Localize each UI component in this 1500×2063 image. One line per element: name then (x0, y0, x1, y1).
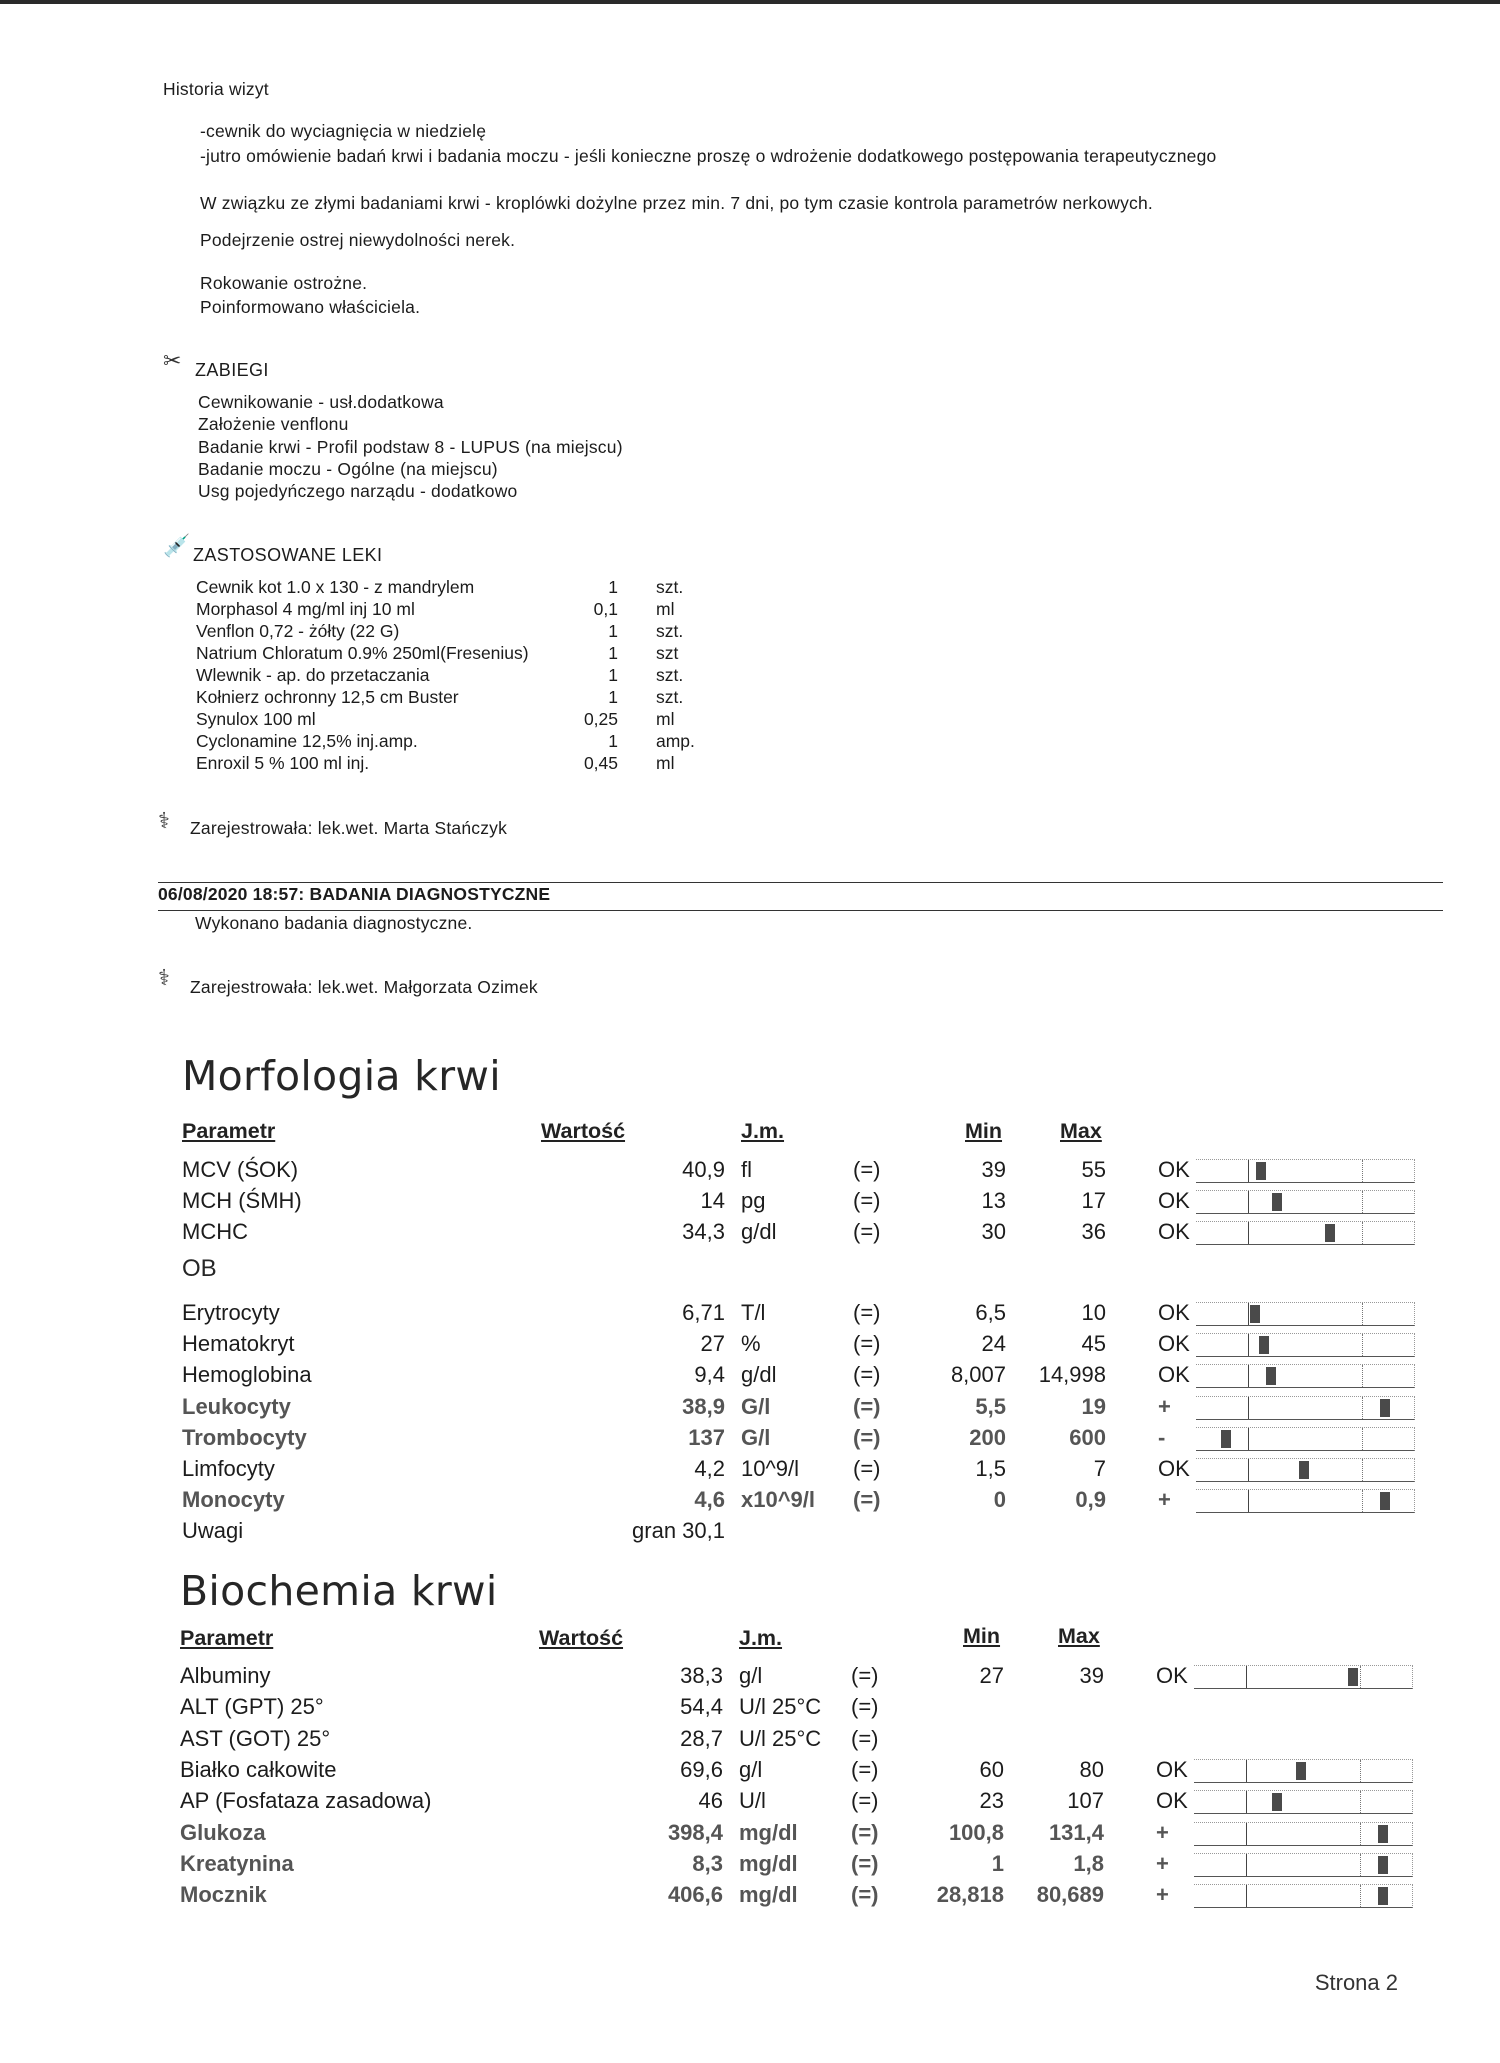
value-marker (1272, 1793, 1282, 1811)
param-flag: OK (1158, 1300, 1190, 1325)
lab-row (0, 1726, 1498, 1756)
param-value: 398,4 (667, 1819, 723, 1845)
lab-row (0, 1487, 1500, 1517)
range-gauge (1196, 1190, 1415, 1214)
param-name: Hemoglobina (182, 1362, 312, 1388)
param-flag: OK (1156, 1788, 1188, 1814)
med-qty: 1 (608, 687, 618, 707)
lab-row (0, 1820, 1498, 1850)
lab-row (0, 1157, 1500, 1187)
lab-row (0, 1219, 1500, 1249)
range-max-tick (1362, 1160, 1363, 1182)
range-gauge (1194, 1853, 1413, 1877)
param-flag: + (1158, 1487, 1171, 1513)
leki-title: ZASTOSOWANE LEKI (193, 545, 383, 565)
med-unit: szt. (656, 665, 684, 685)
param-unit: T/l (741, 1300, 766, 1325)
med-row (196, 731, 756, 753)
range-max-tick (1362, 1428, 1363, 1450)
param-max: 80 (1079, 1756, 1104, 1782)
range-max-tick (1362, 1191, 1363, 1213)
param-flag: + (1156, 1850, 1169, 1876)
param-flag: OK (1158, 1157, 1190, 1182)
value-marker (1256, 1162, 1266, 1180)
param-eq: (=) (853, 1362, 881, 1388)
range-gauge (1196, 1396, 1415, 1420)
range-max-tick (1360, 1791, 1361, 1813)
param-max: 0,9 (1075, 1487, 1106, 1513)
med-unit: szt. (656, 621, 684, 641)
value-marker (1380, 1399, 1390, 1417)
range-gauge (1196, 1364, 1415, 1388)
registered-by: Zarejestrowała: lek.wet. Marta Stańczyk (190, 818, 508, 838)
range-gauge (1196, 1159, 1415, 1183)
visit-header: 06/08/2020 18:57: BADANIA DIAGNOSTYCZNE (158, 884, 551, 904)
value-marker (1348, 1668, 1358, 1686)
param-value: 406,6 (667, 1882, 723, 1908)
range-min-tick (1246, 1760, 1247, 1782)
value-marker (1299, 1461, 1309, 1479)
morfologia-title: Morfologia krwi (182, 1052, 501, 1100)
lab-row (0, 1456, 1500, 1486)
range-max-tick (1362, 1222, 1363, 1244)
med-qty: 1 (608, 621, 618, 641)
param-value: 9,4 (694, 1362, 725, 1388)
lab-row (0, 1300, 1500, 1330)
col-unit: J.m. (739, 1626, 783, 1650)
note-line: Poinformowano właściciela. (200, 297, 421, 317)
param-unit: % (741, 1331, 761, 1357)
param-name: Białko całkowite (180, 1756, 337, 1782)
range-min-tick (1248, 1365, 1249, 1387)
range-min-tick (1248, 1334, 1249, 1356)
param-value: 137 (688, 1424, 725, 1450)
med-name: Synulox 100 ml (196, 709, 316, 729)
note-line: Podejrzenie ostrej niewydolności nerek. (200, 230, 516, 250)
param-max: 55 (1081, 1157, 1106, 1182)
range-gauge (1196, 1333, 1415, 1357)
param-unit: U/l (739, 1788, 766, 1814)
range-max-tick (1362, 1397, 1363, 1419)
param-name: MCH (ŚMH) (182, 1188, 302, 1213)
param-name: Albuminy (180, 1663, 271, 1688)
divider (158, 910, 1443, 911)
med-name: Cyclonamine 12,5% inj.amp. (196, 731, 418, 751)
param-value: 14 (700, 1188, 725, 1213)
med-unit: ml (656, 599, 675, 619)
param-value: 46 (698, 1788, 723, 1814)
param-min: 100,8 (948, 1819, 1004, 1845)
value-marker (1259, 1336, 1269, 1354)
param-eq: (=) (853, 1456, 881, 1481)
zabiegi-title: ZABIEGI (195, 360, 269, 380)
lab-row (0, 1851, 1498, 1881)
param-min: 200 (969, 1424, 1006, 1450)
lab-row (0, 1188, 1500, 1218)
range-max-tick (1360, 1666, 1361, 1688)
param-min: 28,818 (936, 1882, 1004, 1908)
param-flag: OK (1158, 1456, 1190, 1481)
param-min: 24 (981, 1331, 1006, 1357)
param-name: Mocznik (180, 1882, 267, 1908)
range-gauge (1196, 1302, 1415, 1326)
range-min-tick (1248, 1490, 1249, 1512)
param-flag: OK (1158, 1362, 1190, 1388)
range-min-tick (1248, 1191, 1249, 1213)
param-unit: U/l 25°C (739, 1725, 822, 1751)
param-eq: (=) (851, 1788, 879, 1814)
param-unit: mg/dl (739, 1819, 798, 1845)
doctor-icon: ⚕ (158, 808, 170, 833)
med-unit: ml (656, 709, 675, 729)
param-value: 34,3 (682, 1219, 725, 1244)
param-unit: G/l (741, 1393, 771, 1419)
zabieg-item: Badanie moczu - Ogólne (na miejscu) (198, 459, 498, 479)
med-name: Wlewnik - ap. do przetaczania (196, 665, 430, 685)
param-eq: (=) (851, 1663, 879, 1688)
lab-row (0, 1331, 1500, 1361)
param-flag: OK (1158, 1331, 1190, 1357)
registered-by: Zarejestrowała: lek.wet. Małgorzata Ozimek (190, 977, 538, 997)
param-min: 30 (981, 1219, 1006, 1244)
param-unit: pg (741, 1188, 766, 1213)
param-flag: OK (1156, 1663, 1188, 1688)
med-qty: 1 (608, 577, 618, 597)
value-marker (1378, 1887, 1388, 1905)
med-unit: szt. (656, 577, 684, 597)
syringe-icon: 💉 (163, 533, 191, 558)
note-line: W związku ze złymi badaniami krwi - kroplówki dożylne przez min. 7 dni, po tym czasie kontrola parametrów nerkowych. (200, 193, 1153, 213)
param-unit: g/dl (741, 1219, 777, 1244)
param-value: 4,2 (694, 1456, 725, 1481)
param-unit: U/l 25°C (739, 1694, 822, 1720)
param-value: 8,3 (692, 1850, 723, 1876)
range-min-tick (1248, 1160, 1249, 1182)
param-flag: - (1158, 1424, 1166, 1450)
param-eq: (=) (853, 1300, 881, 1325)
param-value: 40,9 (682, 1157, 725, 1182)
range-max-tick (1360, 1854, 1361, 1876)
range-max-tick (1362, 1303, 1363, 1325)
param-eq: (=) (851, 1756, 879, 1782)
param-max: 1,8 (1073, 1850, 1104, 1876)
col-param: Parametr (180, 1626, 274, 1650)
range-gauge (1194, 1665, 1413, 1689)
med-name: Morphasol 4 mg/ml inj 10 ml (196, 599, 415, 619)
col-max: Max (1060, 1119, 1102, 1143)
range-gauge (1196, 1458, 1415, 1482)
param-min: 5,5 (975, 1393, 1006, 1419)
range-max-tick (1360, 1885, 1361, 1907)
med-row (196, 621, 756, 643)
value-marker (1221, 1430, 1231, 1448)
lab-row (0, 1694, 1498, 1724)
range-min-tick (1248, 1222, 1249, 1244)
param-value: 28,7 (680, 1725, 723, 1751)
param-name: Glukoza (180, 1819, 266, 1845)
ob-subtitle: OB (182, 1255, 217, 1282)
col-unit: J.m. (741, 1119, 785, 1143)
range-max-tick (1362, 1459, 1363, 1481)
range-min-tick (1248, 1397, 1249, 1419)
med-unit: amp. (656, 731, 695, 751)
param-eq: (=) (851, 1850, 879, 1876)
param-eq: (=) (853, 1157, 881, 1182)
med-row (196, 687, 756, 709)
param-name: Trombocyty (182, 1424, 307, 1450)
med-row (196, 753, 756, 775)
param-name: Uwagi (182, 1518, 244, 1544)
param-eq: (=) (853, 1393, 881, 1419)
lab-row (0, 1788, 1498, 1818)
param-flag: + (1158, 1393, 1171, 1419)
param-max: 107 (1067, 1788, 1104, 1814)
param-eq: (=) (851, 1694, 879, 1720)
param-name: Limfocyty (182, 1456, 275, 1481)
param-unit: G/l (741, 1424, 771, 1450)
med-row (196, 599, 756, 621)
col-value: Wartość (539, 1626, 624, 1650)
zabieg-item: Usg pojedyńczego narządu - dodatkowo (198, 481, 518, 501)
param-min: 8,007 (950, 1362, 1006, 1388)
zabieg-item: Założenie venflonu (198, 414, 349, 434)
param-value: 38,3 (680, 1663, 723, 1688)
zabieg-item: Cewnikowanie - usł.dodatkowa (198, 392, 444, 412)
med-name: Venflon 0,72 - żółty (22 G) (196, 621, 400, 641)
param-name: AST (GOT) 25° (180, 1725, 331, 1751)
range-min-tick (1248, 1459, 1249, 1481)
range-gauge (1194, 1759, 1413, 1783)
lab-row (0, 1663, 1498, 1693)
med-name: Kołnierz ochronny 12,5 cm Buster (196, 687, 459, 707)
param-unit: 10^9/l (741, 1456, 800, 1481)
param-value: 38,9 (682, 1393, 725, 1419)
med-qty: 1 (608, 643, 618, 663)
param-name: Kreatynina (180, 1850, 294, 1876)
note-line: -cewnik do wyciagnięcia w niedzielę (200, 121, 487, 141)
param-max: 14,998 (1038, 1362, 1106, 1388)
param-unit: g/dl (741, 1362, 777, 1388)
param-name: MCV (ŚOK) (182, 1157, 299, 1182)
med-unit: ml (656, 753, 675, 773)
param-max: 39 (1079, 1663, 1104, 1688)
med-row (196, 709, 756, 731)
range-min-tick (1246, 1823, 1247, 1845)
col-min: Min (963, 1624, 1001, 1648)
range-min-tick (1246, 1791, 1247, 1813)
range-gauge (1194, 1822, 1413, 1846)
scissors-icon: ✂ (163, 348, 182, 373)
param-min: 39 (981, 1157, 1006, 1182)
param-unit: mg/dl (739, 1882, 798, 1908)
param-unit: g/l (739, 1756, 763, 1782)
page-number: Strona 2 (1314, 1970, 1398, 1995)
param-value: 69,6 (680, 1756, 723, 1782)
param-unit: mg/dl (739, 1850, 798, 1876)
value-marker (1378, 1856, 1388, 1874)
param-name: MCHC (182, 1219, 248, 1244)
param-max: 36 (1081, 1219, 1106, 1244)
value-marker (1378, 1825, 1388, 1843)
page-title: Historia wizyt (163, 79, 269, 99)
med-qty: 0,45 (583, 753, 618, 773)
param-unit: g/l (739, 1663, 763, 1688)
range-gauge (1194, 1790, 1413, 1814)
col-min: Min (965, 1119, 1003, 1143)
param-max: 19 (1081, 1393, 1106, 1419)
note-line: -jutro omówienie badań krwi i badania moczu - jeśli konieczne proszę o wdrożenie dodatkowego postępowania terapeutycznego (200, 146, 1217, 166)
scan-top-edge (0, 0, 1500, 4)
med-name: Enroxil 5 % 100 ml inj. (196, 753, 370, 773)
range-max-tick (1362, 1334, 1363, 1356)
range-max-tick (1362, 1490, 1363, 1512)
med-qty: 1 (608, 665, 618, 685)
param-max: 600 (1069, 1424, 1106, 1450)
param-value: 54,4 (680, 1694, 723, 1720)
param-min: 60 (979, 1756, 1004, 1782)
param-name: Erytrocyty (182, 1300, 280, 1325)
param-max: 10 (1081, 1300, 1106, 1325)
med-row (196, 577, 756, 599)
value-marker (1296, 1762, 1306, 1780)
param-flag: + (1156, 1882, 1169, 1908)
col-value: Wartość (541, 1119, 626, 1143)
med-unit: szt (656, 643, 679, 663)
param-eq: (=) (853, 1219, 881, 1244)
col-param: Parametr (182, 1119, 276, 1143)
param-value: 6,71 (682, 1300, 725, 1325)
value-marker (1380, 1492, 1390, 1510)
param-min: 1,5 (975, 1456, 1006, 1481)
param-value: gran 30,1 (632, 1518, 725, 1544)
param-max: 131,4 (1048, 1819, 1104, 1845)
param-eq: (=) (851, 1819, 879, 1845)
param-max: 7 (1093, 1456, 1106, 1481)
param-flag: OK (1158, 1219, 1190, 1244)
range-max-tick (1362, 1365, 1363, 1387)
param-max: 80,689 (1036, 1882, 1104, 1908)
zabieg-item: Badanie krwi - Profil podstaw 8 - LUPUS (na miejscu) (198, 437, 623, 457)
value-marker (1250, 1305, 1260, 1323)
param-min: 13 (981, 1188, 1006, 1213)
range-min-tick (1246, 1854, 1247, 1876)
param-unit: fl (741, 1157, 752, 1182)
param-name: ALT (GPT) 25° (180, 1694, 324, 1720)
param-eq: (=) (851, 1725, 879, 1751)
doctor-icon: ⚕ (158, 965, 170, 990)
med-row (196, 643, 756, 665)
divider (158, 882, 1443, 883)
value-marker (1272, 1193, 1282, 1211)
param-name: Monocyty (182, 1487, 285, 1513)
param-flag: OK (1158, 1188, 1190, 1213)
param-min: 0 (993, 1487, 1006, 1513)
param-max: 17 (1081, 1188, 1106, 1213)
range-gauge (1194, 1884, 1413, 1908)
param-flag: + (1156, 1819, 1169, 1845)
param-eq: (=) (853, 1424, 881, 1450)
param-min: 1 (991, 1850, 1004, 1876)
param-eq: (=) (851, 1882, 879, 1908)
range-gauge (1196, 1427, 1415, 1451)
lab-row (0, 1518, 1500, 1548)
value-marker (1325, 1224, 1335, 1242)
value-marker (1266, 1367, 1276, 1385)
med-qty: 0,1 (593, 599, 618, 619)
med-qty: 1 (608, 731, 618, 751)
param-max: 45 (1081, 1331, 1106, 1357)
param-value: 4,6 (694, 1487, 725, 1513)
range-min-tick (1246, 1885, 1247, 1907)
param-min: 6,5 (975, 1300, 1006, 1325)
param-value: 27 (700, 1331, 725, 1357)
param-unit: x10^9/l (741, 1487, 816, 1513)
med-qty: 0,25 (583, 709, 618, 729)
param-eq: (=) (853, 1331, 881, 1357)
param-min: 23 (979, 1788, 1004, 1814)
med-unit: szt. (656, 687, 684, 707)
param-name: Leukocyty (182, 1393, 291, 1419)
biochemia-title: Biochemia krwi (180, 1567, 498, 1615)
param-name: AP (Fosfataza zasadowa) (180, 1788, 432, 1814)
range-max-tick (1360, 1823, 1361, 1845)
range-min-tick (1246, 1666, 1247, 1688)
param-name: Hematokryt (182, 1331, 295, 1357)
med-name: Cewnik kot 1.0 x 130 - z mandrylem (196, 577, 475, 597)
lab-row (0, 1362, 1500, 1392)
lab-row (0, 1757, 1498, 1787)
note-line: Rokowanie ostrożne. (200, 273, 368, 293)
visit-text: Wykonano badania diagnostyczne. (195, 913, 473, 933)
lab-row (0, 1882, 1498, 1912)
col-max: Max (1058, 1624, 1100, 1648)
param-flag: OK (1156, 1756, 1188, 1782)
lab-row (0, 1425, 1500, 1455)
range-min-tick (1248, 1428, 1249, 1450)
range-gauge (1196, 1489, 1415, 1513)
lab-row (0, 1394, 1500, 1424)
range-max-tick (1360, 1760, 1361, 1782)
range-gauge (1196, 1221, 1415, 1245)
param-eq: (=) (853, 1487, 881, 1513)
med-name: Natrium Chloratum 0.9% 250ml(Fresenius) (196, 643, 529, 663)
param-min: 27 (979, 1663, 1004, 1688)
med-row (196, 665, 756, 687)
param-eq: (=) (853, 1188, 881, 1213)
